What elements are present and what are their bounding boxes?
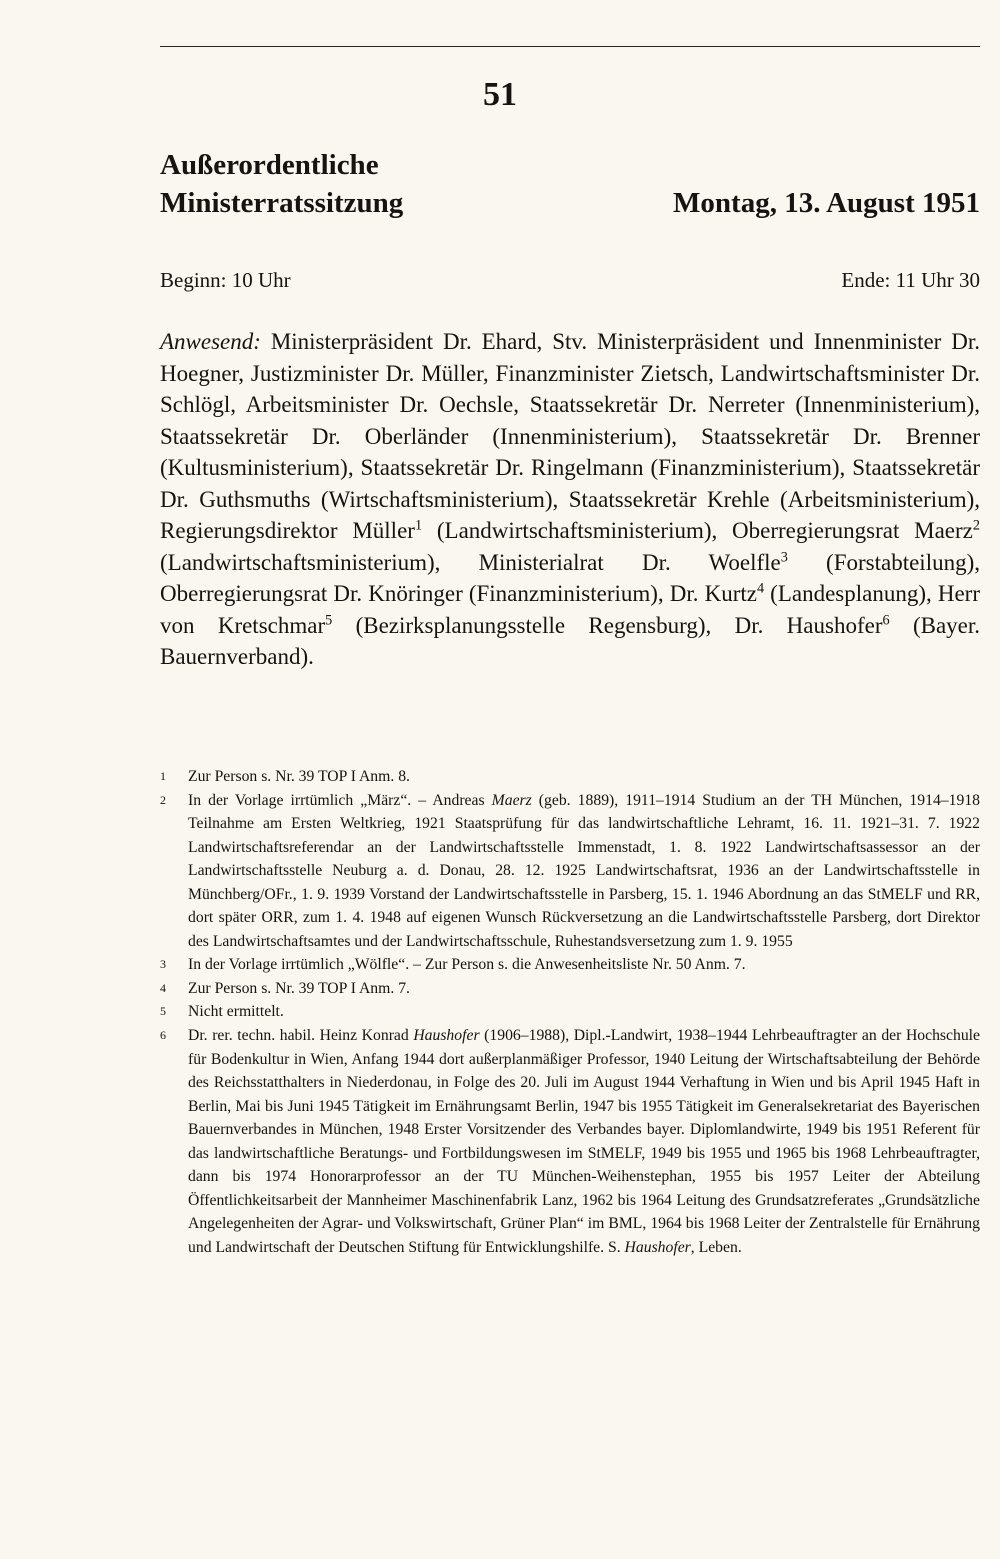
footnote-number: 6 [160, 1028, 166, 1043]
footnote-text: In der Vorlage irrtümlich „März“. – Andreas [188, 791, 492, 809]
attendance-text: (Bezirksplanungsstelle Regensburg), Dr. Haushofer [332, 612, 883, 638]
attendance-paragraph [160, 326, 980, 673]
footnote-text: (1906–1988), Dipl.-Landwirt, 1938–1944 Lehrbeauftragter an der Hochschule für Bodenkultur in Wien, Anfang 1944 dort außerplanmäßiger Professor, 1940 Leitung der Wirtschaftsabteilung der Behörde des Reichsstatthalters in Niederdonau, in Folge des 20. Juli im August 1944 Verhaftung in Wien und bis April 1945 Haft in Berlin, Mai bis Juni 1945 Tätigkeit im Ernährungsamt Berlin, 1947 bis 1955 Tätigkeit im Generalsekretariat des Bayerischen Bauernverbandes in München, 1948 Erster Vorsitzender des Verbandes bayer. Diplomlandwirte, 1949 bis 1951 Referent für das landwirtschaftliche Beratungs- und Fortbildungswesen im StMELF, 1949 bis 1955 und 1965 bis 1968 Lehrbeauftragter, dann bis 1974 Honorarprofessor an der TU München-Weihenstephan, 1955 bis 1957 Leiter der Abteilung Öffentlichkeitsarbeit der Mannheimer Maschinenfabrik Lanz, 1962 bis 1964 Leitung des Grundsatzreferates „Grundsätzliche Angelegenheiten der Agrar- und Volkswirtschaft, Grüner Plan“ im BML, 1964 bis 1968 Leiter der Zentralstelle für Ernährung und Landwirtschaft der Deutschen Stiftung für Entwicklungshilfe. S. [188, 1027, 980, 1256]
footnote-number: 2 [160, 792, 166, 807]
footnote-person-name: Maerz [491, 791, 532, 809]
title-line-2: Ministerratssitzung [160, 187, 404, 219]
meeting-title [160, 146, 403, 222]
attendance-label: Anwesend: [160, 329, 261, 354]
footnote-literature-ref: Haushofer [624, 1238, 691, 1256]
footnote-text: Nicht ermittelt. [188, 1003, 284, 1021]
footnote-2 [160, 789, 980, 954]
footnote-5 [160, 1000, 980, 1024]
footnote-person-name: Haushofer [413, 1027, 480, 1045]
document-number: 51 [483, 76, 517, 113]
footnotes-section [160, 765, 980, 1259]
footnote-6 [160, 1024, 980, 1259]
footnote-1 [160, 765, 980, 789]
footnote-number: 3 [160, 957, 166, 972]
attendance-text: (Bayer. Bauernverband). [160, 612, 980, 669]
footnote-4 [160, 977, 980, 1001]
attendance-text: (Forstabteilung), Oberregierungsrat Dr. Knöringer (Finanzministerium), Dr. Kurtz [160, 549, 980, 606]
attendance-text: Ministerpräsident Dr. Ehard, Stv. Ministerpräsident und Innenminister Dr. Hoegner, Justizminister Dr. Müller, Finanzminister Zietsch, Landwirtschaftsminister Dr. Schlögl, Arbeitsminister Dr. Oechsle, Staatssekretär Dr. Nerreter (Innenministerium), Staatssekretär Dr. Oberländer (Innenministerium), Staatssekretär Dr. Brenner (Kultusministerium), Staatssekretär Dr. Ringelmann (Finanzministerium), Staatssekretär Dr. Guthsmuths (Wirtschaftsministerium), Staatssekretär Krehle (Arbeitsministerium), Regierungsdirektor Müller [160, 329, 980, 543]
footnote-number: 4 [160, 980, 166, 995]
header-rule [160, 46, 980, 47]
attendance-text: (Landwirtschaftsministerium), Oberregierungsrat Maerz [422, 518, 973, 543]
footnote-number: 5 [160, 1004, 166, 1019]
footnote-text: In der Vorlage irrtümlich „Wölfle“. – Zur Person s. die Anwesenheitsliste Nr. 50 Anm. 7. [188, 956, 746, 974]
start-time: Beginn: 10 Uhr [160, 268, 291, 292]
attendance-text: (Landesplanung), Herr von Kretschmar [160, 581, 980, 638]
attendance-text: (Landwirtschaftsministerium), Ministerialrat Dr. Woelfle [160, 549, 781, 575]
footnote-ref[interactable]: 4 [756, 580, 765, 597]
footnote-ref[interactable]: 2 [972, 517, 980, 534]
footnote-text: Zur Person s. Nr. 39 TOP I Anm. 7. [188, 979, 410, 997]
footnote-text: Dr. rer. techn. habil. Heinz Konrad [188, 1027, 414, 1045]
footnote-ref[interactable]: 3 [780, 549, 788, 566]
footnote-ref[interactable]: 5 [325, 612, 333, 629]
end-time: Ende: 11 Uhr 30 [841, 268, 980, 292]
footnote-ref[interactable]: 1 [414, 517, 423, 534]
footnote-text: (geb. 1889), 1911–1914 Studium an der TH München, 1914–1918 Teilnahme am Ersten Weltkrieg, 1921 Staatsprüfung für das landwirtschaftliche Lehramt, 16. 11. 1921–31. 7. 1922 Landwirtschaftsreferendar an der Landwirtschaftsstelle Immenstadt, 1. 8. 1922 Landwirtschaftsassessor an der Landwirtschaftsstelle Neuburg a. d. Donau, 28. 12. 1925 Landwirtschaftsrat, 1936 an der Landwirtschaftsstelle in Münchberg/OFr., 1. 9. 1939 Vorstand der Landwirtschaftsstelle in Parsberg, 15. 1. 1946 Abordnung an das StMELF und RR, dort später ORR, zum 1. 4. 1948 auf eigenen Wunsch Rückversetzung an die Landwirtschaftsstelle Parsberg, dort Direktor des Landwirtschaftsamtes und der Landwirtschaftsschule, Ruhestandsversetzung zum 1. 9. 1955 [188, 791, 981, 950]
footnote-number: 1 [160, 769, 166, 783]
meeting-date: Montag, 13. August 1951 [673, 187, 980, 219]
title-line-1: Außerordentliche [160, 149, 379, 181]
footnote-text: Zur Person s. Nr. 39 TOP I Anm. 8. [188, 768, 410, 785]
footnote-ref[interactable]: 6 [882, 612, 890, 629]
footnote-3 [160, 953, 980, 977]
footnote-text: , Leben. [690, 1238, 742, 1256]
